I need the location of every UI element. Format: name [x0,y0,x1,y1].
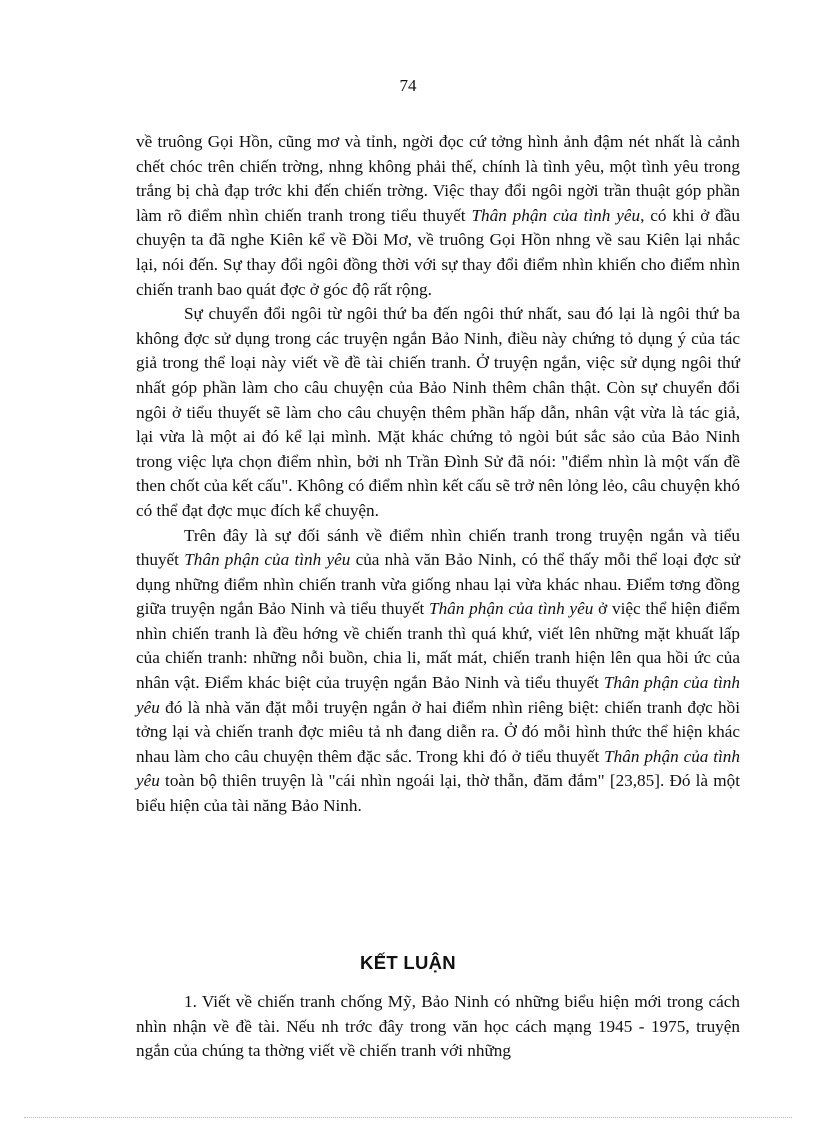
paragraph-3-part-b: của nhà văn Bảo Ninh, có thể thấy mỗi thể loại đợc sử dụng những điểm nhìn chiến tranh vừa giống nhau lại vừa khác nhau. Điểm tơng đồng giữa truyện ngắn Bảo Ninh và tiểu thuyết [136,550,740,619]
conclusion-paragraph-1: 1. Viết về chiến tranh chống Mỹ, Bảo Ninh có những biểu hiện mới trong cách nhìn nhận về đề tài. Nếu nh trớc đây trong văn học cách mạng 1945 - 1975, truyện ngắn của chúng ta thờng viết về chiến tranh với những [136,992,740,1061]
book-title: Thân phận của tình yêu [136,673,740,717]
conclusion-text [136,990,740,1064]
page-number: 74 [399,76,417,95]
paragraph-3-part-e: toàn bộ thiên truyện là "cái nhìn ngoái lại, thờ thẫn, đăm đắm" [23,85]. Đó là một biểu hiện của tài năng Bảo Ninh. [136,771,740,816]
paragraph-1-rest: , có khi ở đầu chuyện ta đã nghe Kiên kể về Đồi Mơ, về truông Gọi Hồn nhng về sau Kiên lại nhắc lại, nói đến. Sự thay đổi ngôi đồng thời với sự thay đổi điểm nhìn khiến cho điểm nhìn chiến tranh bao quát đợc ở góc độ rất rộng. [136,205,741,299]
section-heading: KẾT LUẬN [360,952,456,973]
paragraph-3 [136,524,740,819]
book-title: Thân phận của tình yêu [471,205,641,225]
book-title: Thân phận của tình yêu [184,550,351,570]
paragraph-3-part-a: Trên đây là sự đối sánh về điểm nhìn chiến tranh trong truyện ngắn và tiểu thuyết [136,525,740,570]
page-bottom-divider [24,1117,792,1118]
book-title: Thân phận của tình yêu [136,746,740,791]
body-text [136,130,740,819]
paragraph-2: Sự chuyển đổi ngôi từ ngôi thứ ba đến ngôi thứ nhất, sau đó lại là ngôi thứ ba không đợc sử dụng trong các truyện ngắn Bảo Ninh, điều này chứng tỏ dụng ý của tác giả trong thể loại này viết về đề tài chiến tranh. Ở truyện ngắn, việc sử dụng ngôi thứ nhất góp phần làm cho câu chuyện của Bảo Ninh thêm chân thật. Còn sự chuyển đổi ngôi ở tiểu thuyết sẽ làm cho câu chuyện thêm phần hấp dẫn, nhân vật vừa là tác giả, lại vừa là một ai đó kể lại mình. Mặt khác chứng tỏ ngòi bút sắc sảo của Bảo Ninh trong việc lựa chọn điểm nhìn, bởi nh Trần Đình Sử đã nói: "điểm nhìn là một vấn đề then chốt của kết cấu". Không có điểm nhìn kết cấu sẽ trở nên lỏng lẻo, câu chuyện khó có thể đạt đợc mục đích kể chuyện. [136,304,740,520]
paragraph-3-part-c: ở việc thể hiện điểm nhìn chiến tranh là đều hớng về chiến tranh thì quá khứ, viết lên những mặt khuất lấp của chiến tranh: những nỗi buồn, chia li, mất mát, chiến tranh hiện lên qua hồi ức của nhân vật. Điểm khác biệt của truyện ngắn Bảo Ninh và tiểu thuyết [136,599,740,693]
paragraph-1-text: về truông Gọi Hồn, cũng mơ và tỉnh, ngời đọc cứ tởng hình ảnh đậm nét nhất là cảnh chết chóc trên chiến trờng, nhng không phải thế, chính là tình yêu, một tình yêu trong trắng bị chà đạp trớc khi đến chiến trờng. Việc thay đổi ngôi ngời trần thuật góp phần làm rõ điểm nhìn chiến tranh trong tiểu thuyết [136,132,740,225]
paragraph-3-part-d: đó là nhà văn đặt mỗi truyện ngắn ở hai điểm nhìn riêng biệt: chiến tranh đợc hồi tởng lại và chiến tranh đợc miêu tả nh đang diễn ra. Ở đó mỗi hình thức thể hiện khác nhau làm cho câu chuyện thêm đặc sắc. Trong khi đó ở tiểu thuyết [136,697,740,766]
book-title: Thân phận của tình yêu [429,599,594,619]
paragraph-1 [136,130,740,302]
